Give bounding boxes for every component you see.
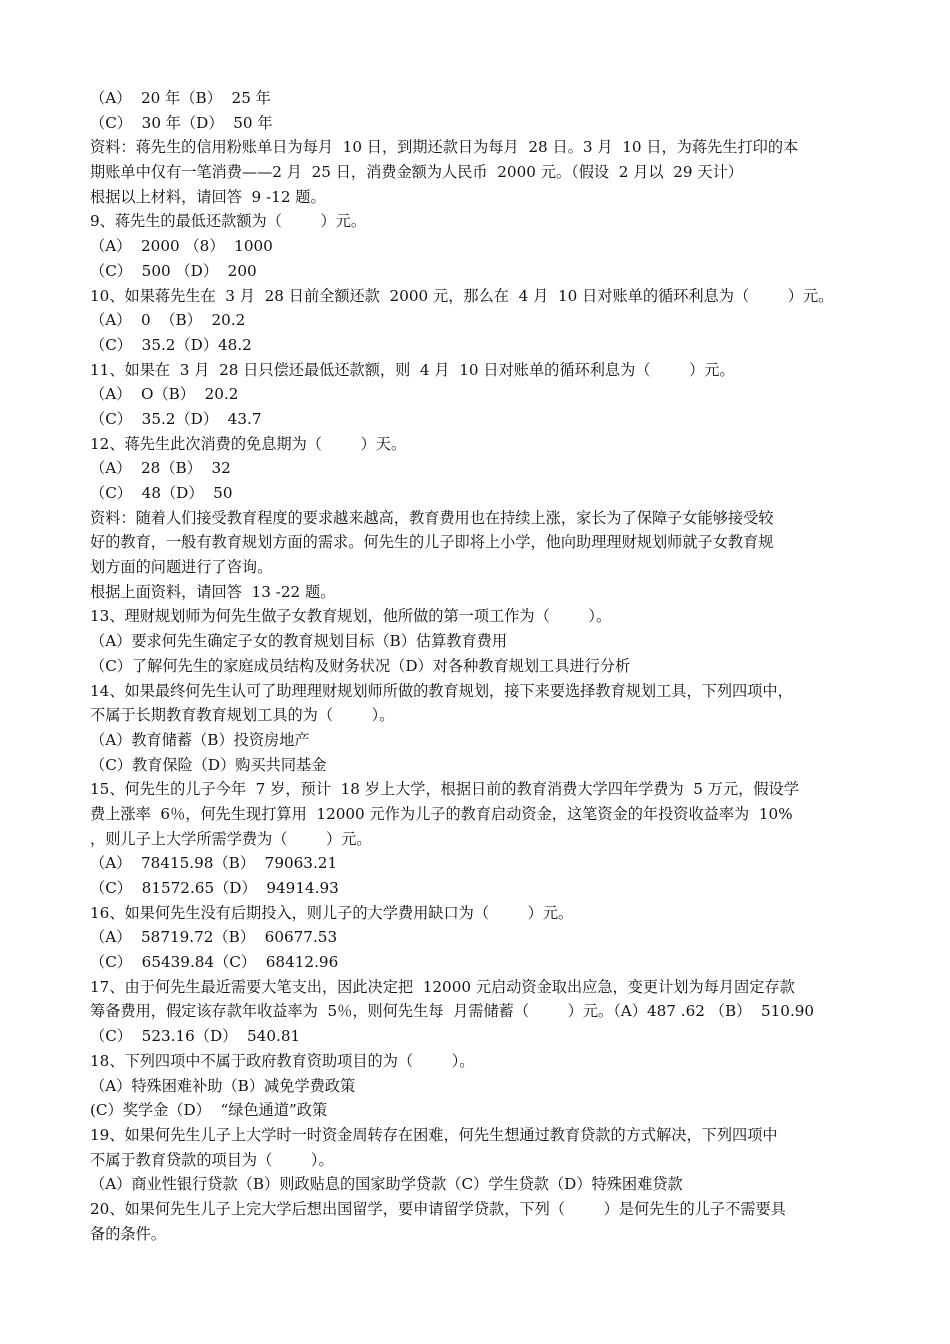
text-line: 13、理财规划师为何先生做子女教育规划，他所做的第一项工作为（ ）。 xyxy=(90,607,612,626)
text-line: 根据上面资料，请回答 13 -22 题。 xyxy=(90,582,336,601)
text-line: 12、蒋先生此次消费的免息期为（ ）天。 xyxy=(90,434,407,453)
text-line: 期账单中仅有一笔消费——2 月 25 日，消费金额为人民币 2000 元。（假设 2 月以 29 天计） xyxy=(90,163,743,182)
text-line: （A） 0 （B） 20.2 xyxy=(90,311,246,330)
text-line: 不属于教育贷款的项目为（ ）。 xyxy=(90,1150,334,1169)
text-line: 划方面的问题进行了咨询。 xyxy=(90,558,273,577)
text-line: 10、如果蒋先生在 3 月 28 日前全额还款 2000 元，那么在 4 月 10 日对账单的循环利息为（ ）元。 xyxy=(90,286,834,305)
text-line: （C） 500 （D） 200 xyxy=(90,261,257,280)
text-line: 资料：蒋先生的信用粉账单日为每月 10 日，到期还款日为每月 28 日。3 月 10 日，为蒋先生打印的本 xyxy=(90,138,799,157)
text-line: （C）了解何先生的家庭成员结构及财务状况（D）对各种教育规划工具进行分析 xyxy=(90,656,631,675)
text-line: （C） 65439.84（C） 68412.96 xyxy=(90,953,339,972)
text-line: (C）奖学金（D） “绿色通道”政策 xyxy=(90,1101,328,1120)
text-line: （A）特殊困难补助（B）减免学费政策 xyxy=(90,1076,356,1095)
text-line: （C） 35.2（D）48.2 xyxy=(90,335,252,354)
text-line: 备的条件。 xyxy=(90,1224,166,1243)
text-line: 不属于长期教育教育规划工具的为（ ）。 xyxy=(90,706,395,725)
text-line: （C） 30 年（D） 50 年 xyxy=(90,113,273,132)
text-line: （A） 28（B） 32 xyxy=(90,459,231,478)
text-line: （A） O（B） 20.2 xyxy=(90,385,239,404)
text-line: 17、由于何先生最近需要大笔支出，因此决定把 12000 元启动资金取出应急，变更计划为每月固定存款 xyxy=(90,977,795,996)
text-line: 费上涨率 6％，何先生现打算用 12000 元作为儿子的教育启动资金，这笔资金的年投资收益率为 10% xyxy=(90,804,793,823)
text-line: （A） 58719.72（B） 60677.53 xyxy=(90,928,338,947)
text-line: 11、如果在 3 月 28 日只偿还最低还款额，则 4 月 10 日对账单的循环利息为（ ）元。 xyxy=(90,360,735,379)
text-line: 资料：随着人们接受教育程度的要求越来越高，教育费用也在持续上涨，家长为了保障子女能够接受较 xyxy=(90,508,774,527)
text-line: 好的教育，一般有教育规划方面的需求。何先生的儿子即将上小学，他向助理理财规划师就子女教育规 xyxy=(90,533,774,552)
text-line: 9、蒋先生的最低还款额为（ ）元。 xyxy=(90,212,367,231)
text-line: 20、如果何先生儿子上完大学后想出国留学，要申请留学贷款，下列（ ）是何先生的儿子不需要具 xyxy=(90,1199,786,1218)
text-line: 19、如果何先生儿子上大学时一时资金周转存在困难，何先生想通过教育贷款的方式解决，下列四项中 xyxy=(90,1125,778,1144)
text-line: （C） 81572.65（D） 94914.93 xyxy=(90,879,339,897)
text-line: （A） 2000 （8） 1000 xyxy=(90,237,273,256)
text-line: 15、何先生的儿子今年 7 岁，预计 18 岁上大学，根据日前的教育消费大学四年学费为 5 万元，假设学 xyxy=(90,780,799,799)
text-line: （A）教育储蓄（B）投资房地产 xyxy=(90,730,310,749)
text-line: 14、如果最终何先生认可了助理理财规划师所做的教育规划，接下来要选择教育规划工具，下列四项中， xyxy=(90,681,793,700)
text-line: 16、如果何先生没有后期投入，则儿子的大学费用缺口为（ ）元。 xyxy=(90,903,574,922)
text-line: （C） 523.16（D） 540.81 xyxy=(90,1027,301,1046)
text-line: 18、下列四项中不属于政府教育资助项目的为（ ）。 xyxy=(90,1051,475,1070)
text-line: ，则儿子上大学所需学费为（ ）元。 xyxy=(90,829,372,848)
text-line: 筹备费用，假定该存款年收益率为 5％，则何先生每 月需储蓄（ ）元。（A）487 .62 （B） 510.90 xyxy=(90,1002,815,1021)
text-line: （C） 35.2（D） 43.7 xyxy=(90,409,262,428)
text-line: （C） 48（D） 50 xyxy=(90,484,233,502)
text-line: （A） 78415.98（B） 79063.21 xyxy=(90,854,338,873)
text-line: （A）商业性银行贷款（B）则政贴息的国家助学贷款（C）学生贷款（D）特殊困难贷款 xyxy=(90,1175,683,1194)
text-line: 根据以上材料，请回答 9 -12 题。 xyxy=(90,187,326,206)
text-line: （C）教育保险（D）购买共同基金 xyxy=(90,755,327,774)
text-line: （A）要求何先生确定子女的教育规划目标（B）估算教育费用 xyxy=(90,632,508,651)
document-page xyxy=(90,86,880,1246)
text-line: （A） 20 年（B） 25 年 xyxy=(90,89,271,107)
